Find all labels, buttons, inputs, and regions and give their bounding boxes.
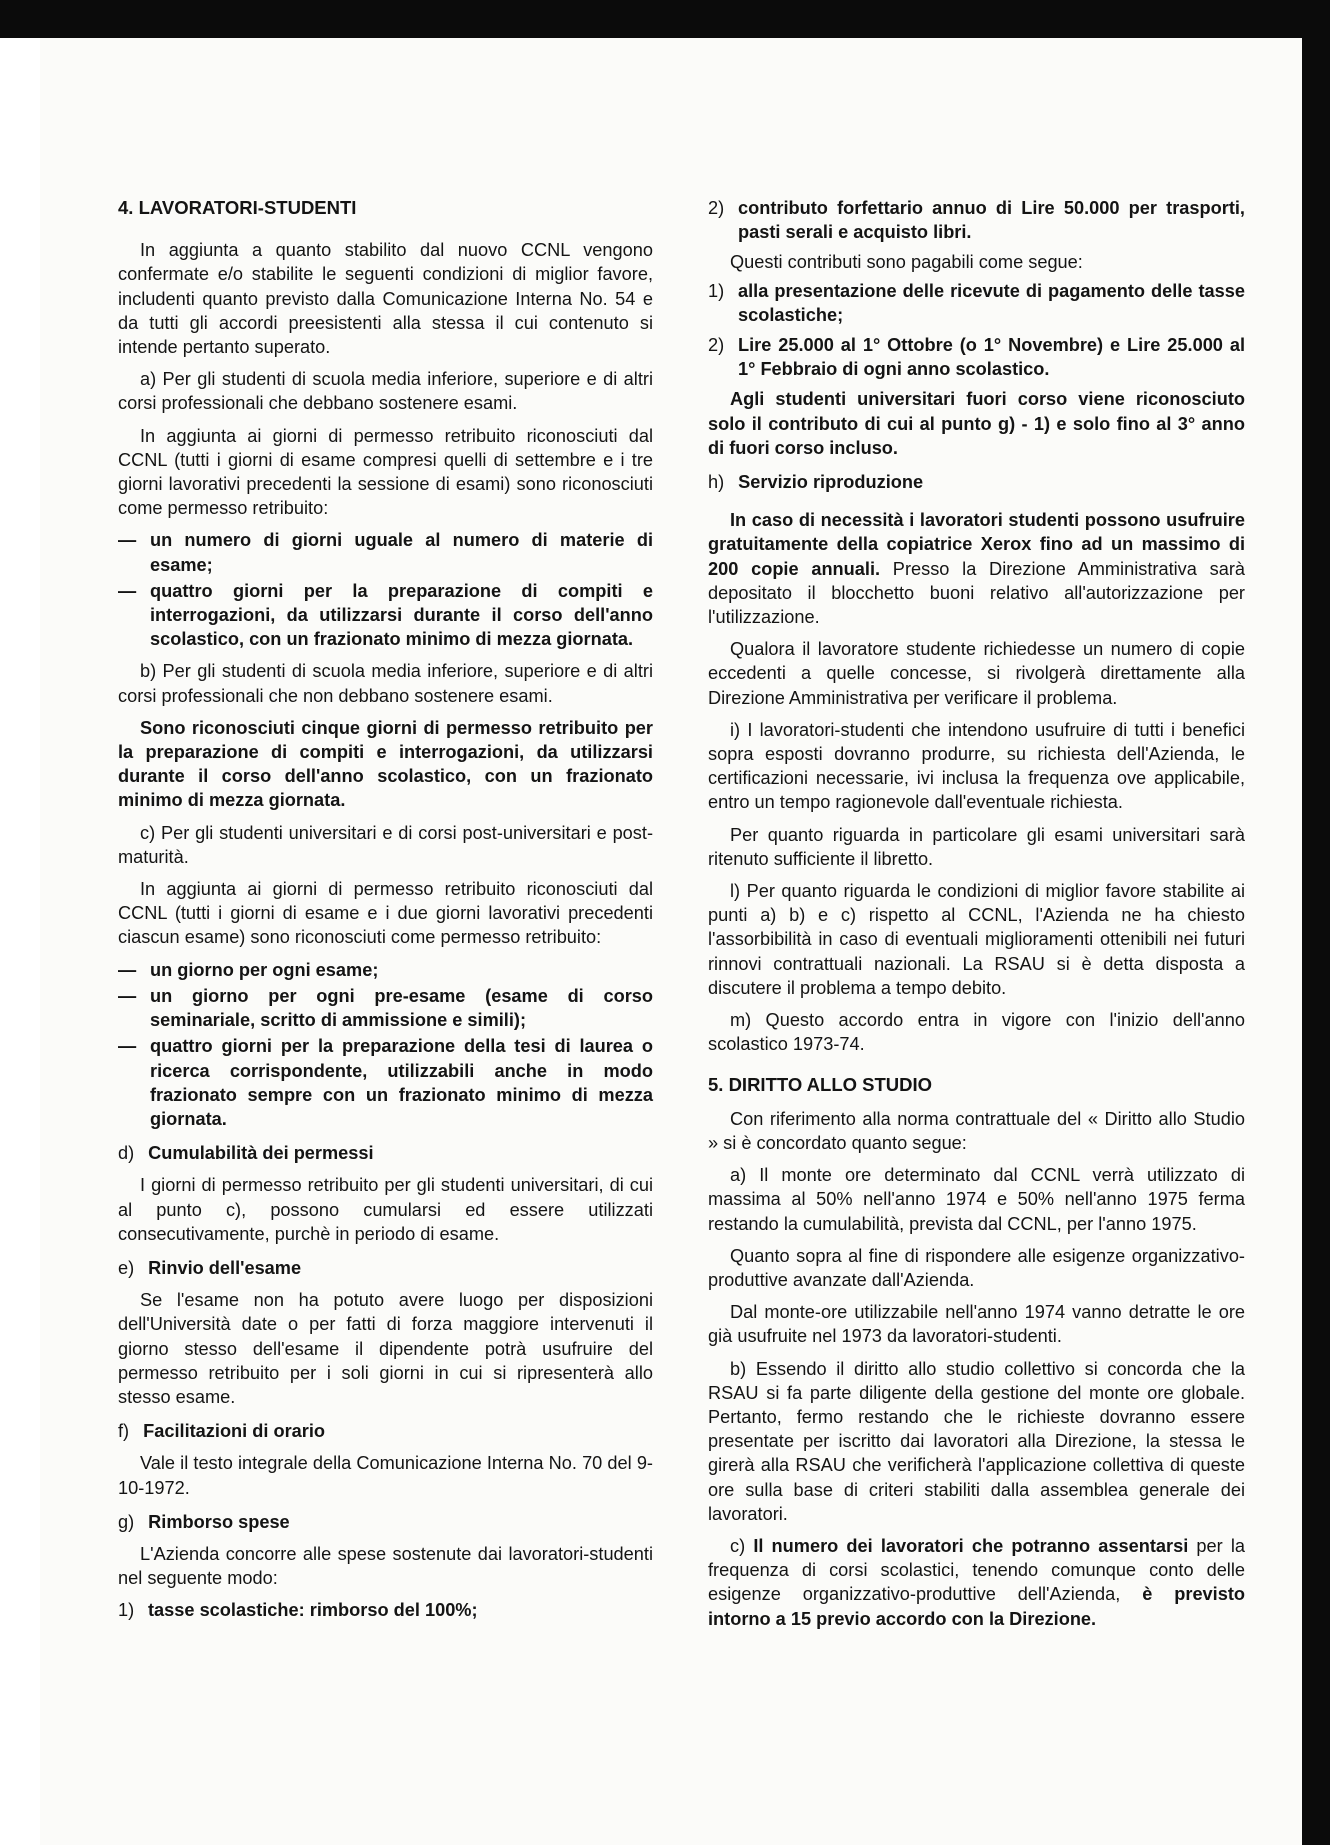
point-d-heading bbox=[118, 1141, 653, 1165]
point-e-letter: e) bbox=[118, 1257, 135, 1278]
section-4-intro: In aggiunta a quanto stabilito dal nuovo CCNL vengono confermate e/o stabilite le seguenti condizioni di miglior favore, includenti quanto previsto dalla Comunicazione Interna No. 54 e da tutti gli accordi preesistenti alla stessa il cui contenuto si intende pertanto superato. bbox=[118, 240, 653, 358]
payment-item-1-number: 1) bbox=[708, 280, 725, 301]
point-e-heading bbox=[118, 1256, 653, 1280]
section-5-point-a-paragraph-3: Dal monte-ore utilizzabile nell'anno 1974 vanno detratte le ore già usufruite nel 1973 da lavoratori-studenti. bbox=[708, 1302, 1245, 1347]
point-h-letter: h) bbox=[708, 472, 725, 493]
point-e-paragraph: Se l'esame non ha potuto avere luogo per disposizioni dell'Università date o per fatti di forza maggiore intervenuti il giorno stesso dell'esame il dipendente potrà usufruire del permesso retribuito per i soli giorni in cui si ripresenterà allo stesso esame. bbox=[118, 1290, 653, 1407]
payment-intro: Questi contributi sono pagabili come segue: bbox=[730, 252, 1083, 273]
point-g-item-2-text: contributo forfettario annuo di Lire 50.000 per trasporti, pasti serali e acquisto libri. bbox=[738, 198, 1245, 243]
document-page bbox=[40, 38, 1302, 1845]
point-g-item-2 bbox=[708, 196, 1245, 244]
point-d-letter: d) bbox=[118, 1143, 135, 1164]
section-5-point-c-bold-2: è previsto intorno a 15 previo accordo con la Direzione. bbox=[708, 1584, 1246, 1629]
point-m-paragraph: m) Questo accordo entra in vigore con l'inizio dell'anno scolastico 1973-74. bbox=[708, 1010, 1245, 1055]
point-h-bold-text: In caso di necessità i lavoratori studenti possono usufruire gratuitamente della copiatrice Xerox fino ad un massimo di 200 copie annuali. bbox=[708, 510, 1245, 579]
section-4-title: 4. LAVORATORI-STUDENTI bbox=[118, 197, 357, 218]
point-b-heading: b) Per gli studenti di scuola media inferiore, superiore e di altri corsi professionali che non debbano sostenere esami. bbox=[118, 661, 653, 706]
point-i-paragraph: i) I lavoratori-studenti che intendono usufruire di tutti i benefici sopra esposti dovranno produrre, su richiesta dell'Azienda, le certificazioni necessarie, ivi inclusa la frequenza ove applicabile, entro un tempo ragionevole dall'eventuale richiesta. bbox=[708, 719, 1245, 813]
point-f-title: Facilitazioni di orario bbox=[143, 1421, 326, 1442]
point-h-title: Servizio riproduzione bbox=[738, 472, 924, 493]
fuori-corso-paragraph: Agli studenti universitari fuori corso viene riconosciuto solo il contributo di cui al punto g) - 1) e solo fino al 3° anno di fuori corso incluso. bbox=[708, 389, 1245, 458]
point-h-paragraph-2: Qualora il lavoratore studente richiedesse un numero di copie eccedenti a quelle concesse, si rivolgerà direttamente alla Direzione Amministrativa per verificare il problema. bbox=[708, 639, 1245, 708]
point-g-item-1 bbox=[118, 1598, 653, 1622]
point-a-paragraph: In aggiunta ai giorni di permesso retribuito riconosciuti dal CCNL (tutti i giorni di esame compresi quelli di settembre e i tre giorni lavorativi precedenti la sessione di esami) sono riconosciuti come permesso retribuito: bbox=[118, 425, 653, 519]
point-c-item-1: — un giorno per ogni esame; bbox=[118, 958, 653, 982]
point-c-heading: c) Per gli studenti universitari e di corsi post-universitari e post-maturità. bbox=[118, 822, 653, 867]
payment-item-1 bbox=[708, 279, 1245, 327]
point-c-paragraph: In aggiunta ai giorni di permesso retribuito riconosciuti dal CCNL (tutti i giorni di esame e i due giorni lavorativi precedenti ciascun esame) sono riconosciuti come permesso retribuito: bbox=[118, 879, 653, 948]
point-g-item-1-number: 1) bbox=[118, 1600, 135, 1621]
section-5-point-c-bold-1: Il numero dei lavoratori che potranno assentarsi bbox=[753, 1535, 1189, 1556]
point-l-paragraph: l) Per quanto riguarda le condizioni di miglior favore stabilite ai punti a) b) e c) rispetto al CCNL, l'Azienda ne ha chiesto l'assorbibilità in caso di eventuali miglioramenti ottenibili nei futuri rinnovi contrattuali nazionali. La RSAU si è detta disposta a discutere il problema a tempo debito. bbox=[708, 881, 1245, 998]
section-5-intro: Con riferimento alla norma contrattuale del « Diritto allo Studio » si è concordato quanto segue: bbox=[708, 1108, 1245, 1153]
point-d-paragraph: I giorni di permesso retribuito per gli studenti universitari, di cui al punto c), possono cumularsi ed essere utilizzati consecutivamente, purchè in periodo di esame. bbox=[118, 1175, 653, 1244]
payment-item-2-number: 2) bbox=[708, 335, 725, 356]
point-g-paragraph: L'Azienda concorre alle spese sostenute dai lavoratori-studenti nel seguente modo: bbox=[118, 1543, 653, 1589]
point-d-title: Cumulabilità dei permessi bbox=[148, 1143, 374, 1164]
payment-item-1-text: alla presentazione delle ricevute di pagamento delle tasse scolastiche; bbox=[738, 280, 1245, 325]
section-5-title: 5. DIRITTO ALLO STUDIO bbox=[708, 1073, 933, 1095]
section-5-point-b: b) Essendo il diritto allo studio collettivo si concorda che la RSAU si fa parte diligente della gestione del monte ore globale. Pertanto, fermo restando che le richieste dovranno essere presentate per iscritto dai lavoratori alla Direzione, la stessa le girerà alla RSAU che verificherà l'applicazione collettiva di queste ore sulla base di criteri stabiliti dalla assemblea generale dei lavoratori. bbox=[708, 1358, 1245, 1524]
point-i-paragraph-2: Per quanto riguarda in particolare gli esami universitari sarà ritenuto sufficiente il libretto. bbox=[708, 824, 1245, 869]
point-c-item-2: — un giorno per ogni pre-esame (esame di corso seminariale, scritto di ammissione e simili); bbox=[118, 984, 653, 1032]
payment-item-2-text: Lire 25.000 al 1° Ottobre (o 1° Novembre) e Lire 25.000 al 1° Febbraio di ogni anno scolastico. bbox=[738, 335, 1245, 380]
point-g-item-1-text: tasse scolastiche: rimborso del 100%; bbox=[148, 1600, 478, 1621]
section-5-point-c-middle: per la frequenza di corsi scolastici, tenendo comunque conto delle esigenze organizzativo-produttive dell'Azienda, bbox=[708, 1535, 1245, 1605]
section-5-point-c bbox=[708, 1534, 1245, 1631]
point-h-rest-text: Presso la Direzione Amministrativa sarà depositato il blocchetto buoni relativo all'autorizzazione per l'utilizzazione. bbox=[708, 558, 1245, 628]
point-h-heading bbox=[708, 470, 1245, 494]
payment-item-2 bbox=[708, 333, 1245, 381]
point-c-item-3: — quattro giorni per la preparazione della tesi di laurea o ricerca corrispondente, utilizzabili anche in modo frazionato sempre con un frazionato minimo di mezza giornata. bbox=[118, 1034, 653, 1131]
point-a-item-1: — un numero di giorni uguale al numero di materie di esame; bbox=[118, 528, 653, 576]
point-f-paragraph: Vale il testo integrale della Comunicazione Interna No. 70 del 9-10-1972. bbox=[118, 1453, 653, 1498]
point-f-letter: f) bbox=[118, 1421, 130, 1442]
section-5-point-a: a) Il monte ore determinato dal CCNL verrà utilizzato di massima al 50% nell'anno 1974 e 50% nell'anno 1975 ferma restando la cumulabilità, prevista dal CCNL, per l'anno 1975. bbox=[708, 1165, 1245, 1234]
point-g-title: Rimborso spese bbox=[148, 1511, 290, 1532]
point-e-title: Rinvio dell'esame bbox=[148, 1257, 302, 1278]
section-5-point-c-letter: c) bbox=[730, 1535, 746, 1556]
point-g-item-2-number: 2) bbox=[708, 198, 725, 218]
point-b-bold-paragraph: Sono riconosciuti cinque giorni di permesso retribuito per la preparazione di compiti e interrogazioni, da utilizzarsi durante il corso dell'anno scolastico, con un frazionato minimo di mezza giornata. bbox=[118, 717, 653, 811]
point-h-paragraph bbox=[708, 508, 1245, 629]
point-g-letter: g) bbox=[118, 1511, 135, 1532]
right-column bbox=[708, 196, 1245, 1639]
point-a-item-2: — quattro giorni per la preparazione di compiti e interrogazioni, da utilizzarsi durante il corso dell'anno scolastico, con un frazionato minimo di mezza giornata. bbox=[118, 579, 653, 652]
scan-top-border bbox=[0, 0, 1330, 38]
point-a-heading: a) Per gli studenti di scuola media inferiore, superiore e di altri corsi professionali che debbano sostenere esami. bbox=[118, 369, 653, 414]
section-5-point-a-paragraph-2: Quanto sopra al fine di rispondere alle esigenze organizzativo-produttive avanzate dall'Azienda. bbox=[708, 1245, 1245, 1290]
left-column bbox=[118, 196, 653, 1629]
scan-right-border bbox=[1302, 0, 1330, 1845]
point-g-heading bbox=[118, 1510, 653, 1534]
point-f-heading bbox=[118, 1419, 653, 1443]
